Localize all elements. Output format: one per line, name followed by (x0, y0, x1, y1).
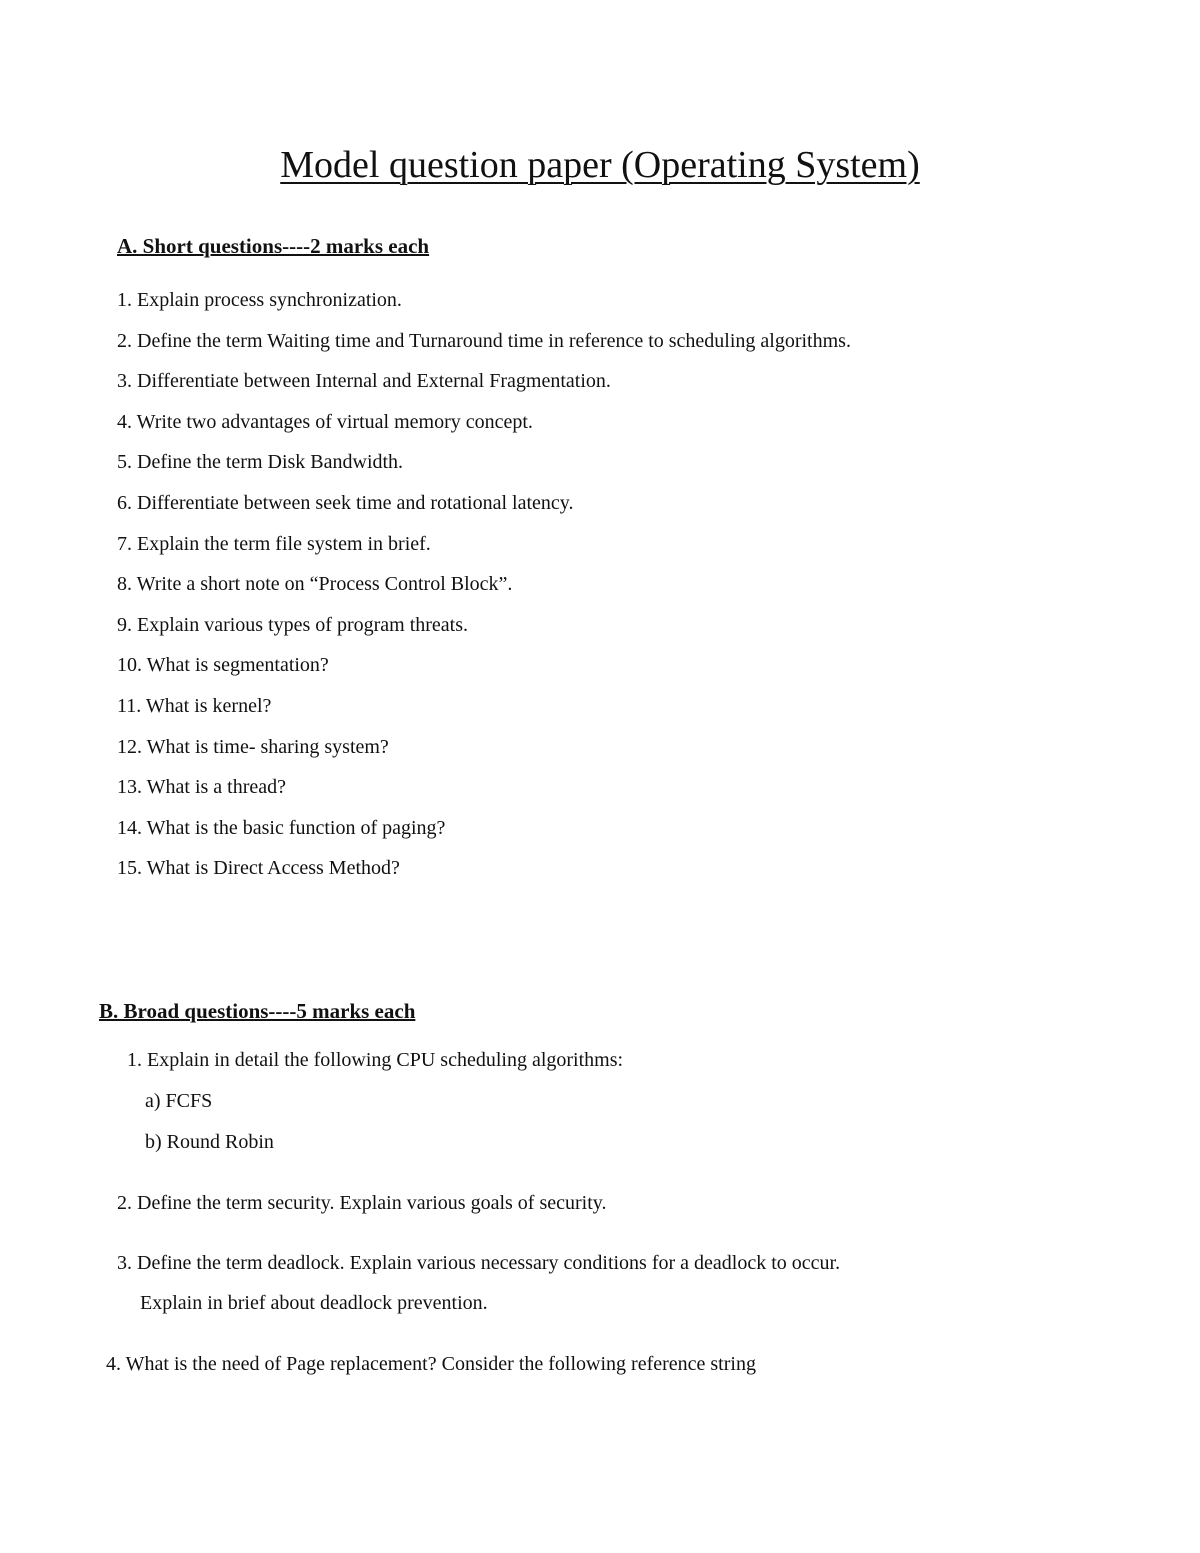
short-question-3: 3. Differentiate between Internal and External Fragmentation. (117, 370, 611, 392)
short-question-8: 8. Write a short note on “Process Control Block”. (117, 573, 513, 595)
short-question-9: 9. Explain various types of program threats. (117, 614, 469, 636)
broad-question-4: 4. What is the need of Page replacement? Consider the following reference string (106, 1353, 756, 1375)
broad-question-1-option-a: a) FCFS (145, 1090, 213, 1112)
short-question-5: 5. Define the term Disk Bandwidth. (117, 451, 404, 473)
short-question-1: 1. Explain process synchronization. (117, 289, 402, 311)
broad-question-3-line-2: Explain in brief about deadlock prevention. (140, 1292, 488, 1314)
short-question-11: 11. What is kernel? (117, 695, 272, 717)
section-a-heading: A. Short questions----2 marks each (117, 234, 430, 258)
short-question-10: 10. What is segmentation? (117, 654, 329, 676)
page-title: Model question paper (Operating System) (280, 144, 920, 186)
short-question-14: 14. What is the basic function of paging? (117, 817, 446, 839)
short-question-4: 4. Write two advantages of virtual memory concept. (117, 411, 533, 433)
short-question-13: 13. What is a thread? (117, 776, 287, 798)
broad-question-3-line-1: 3. Define the term deadlock. Explain various necessary conditions for a deadlock to occur. (117, 1252, 841, 1274)
short-question-15: 15. What is Direct Access Method? (117, 857, 400, 879)
broad-question-2: 2. Define the term security. Explain various goals of security. (117, 1192, 607, 1214)
broad-question-1-option-b: b) Round Robin (145, 1131, 274, 1153)
short-question-12: 12. What is time- sharing system? (117, 736, 389, 758)
short-question-6: 6. Differentiate between seek time and rotational latency. (117, 492, 574, 514)
section-b-heading: B. Broad questions----5 marks each (99, 999, 416, 1023)
short-question-7: 7. Explain the term file system in brief. (117, 533, 431, 555)
short-question-2: 2. Define the term Waiting time and Turnaround time in reference to scheduling algorithms. (117, 330, 851, 352)
broad-question-1: 1. Explain in detail the following CPU scheduling algorithms: (127, 1049, 624, 1071)
